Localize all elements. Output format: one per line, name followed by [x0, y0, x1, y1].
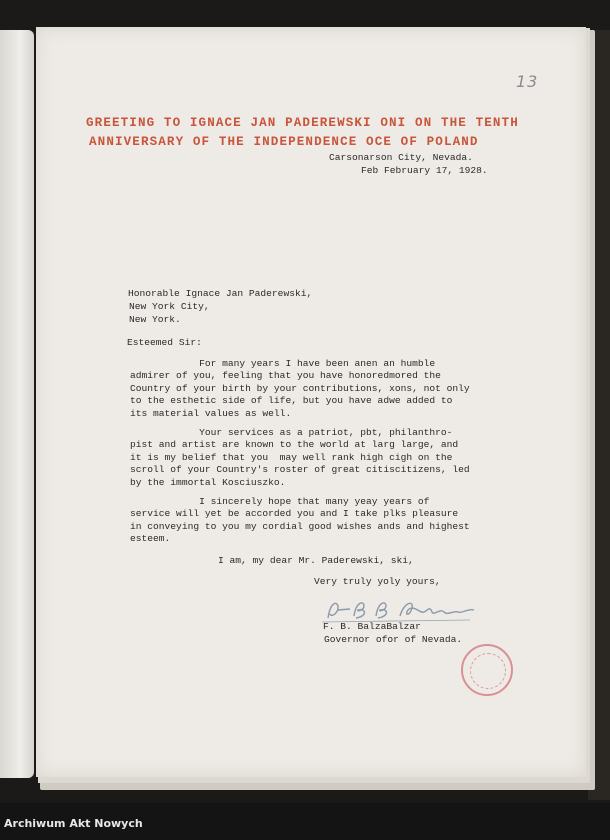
body-paragraph: Your services as a patriot, pbt, philanthro- pist and artist are known to the world at larg large, and it is my belief that you may well rank high cigh on the scroll of your Country's roster of great citiscitizens, led by the immortal Kosciuszko.	[130, 427, 470, 488]
archive-label: Archiwum Akt Nowych	[4, 817, 143, 830]
address-line: New York.	[129, 314, 181, 325]
salutation: Esteemed Sir:	[127, 337, 202, 348]
archive-stamp	[461, 644, 513, 696]
letter-title	[86, 114, 526, 152]
signer-title: Governor ofor of Nevada.	[324, 634, 463, 645]
left-page-edge	[0, 30, 34, 778]
body-paragraph: For many years I have been anen an humble admirer of you, feeling that you have honoredmored the Country of your birth by your contributions, xons, not only to the esthetic side of life, but you have adwe added to its material values as well.	[130, 358, 470, 419]
folio-number: 13	[516, 72, 539, 91]
closing-line: I am, my dear Mr. Paderewski, ski,	[218, 555, 414, 566]
signer-name: F. B. BalzaBalzar	[323, 621, 421, 632]
body-paragraph: I sincerely hope that many yeay years of service will yet be accorded you and I take plks pleasure in conveying to you my cordial good wishes ands and highest esteem.	[130, 496, 470, 545]
letter-place: Carsonarson City, Nevada.	[329, 152, 473, 163]
title-line-2: ANNIVERSARY OF THE INDEPENDENCE OCE OF POLAND	[89, 135, 479, 149]
address-line: New York City,	[129, 301, 210, 312]
letter-date: Feb February 17, 1928.	[361, 165, 488, 176]
title-line-1: GREETING TO IGNACE JAN PADEREWSKI ONI ON THE TENTH	[86, 116, 519, 130]
address-line: Honorable Ignace Jan Paderewski,	[128, 288, 313, 299]
complimentary-close: Very truly yoly yours,	[314, 576, 441, 587]
